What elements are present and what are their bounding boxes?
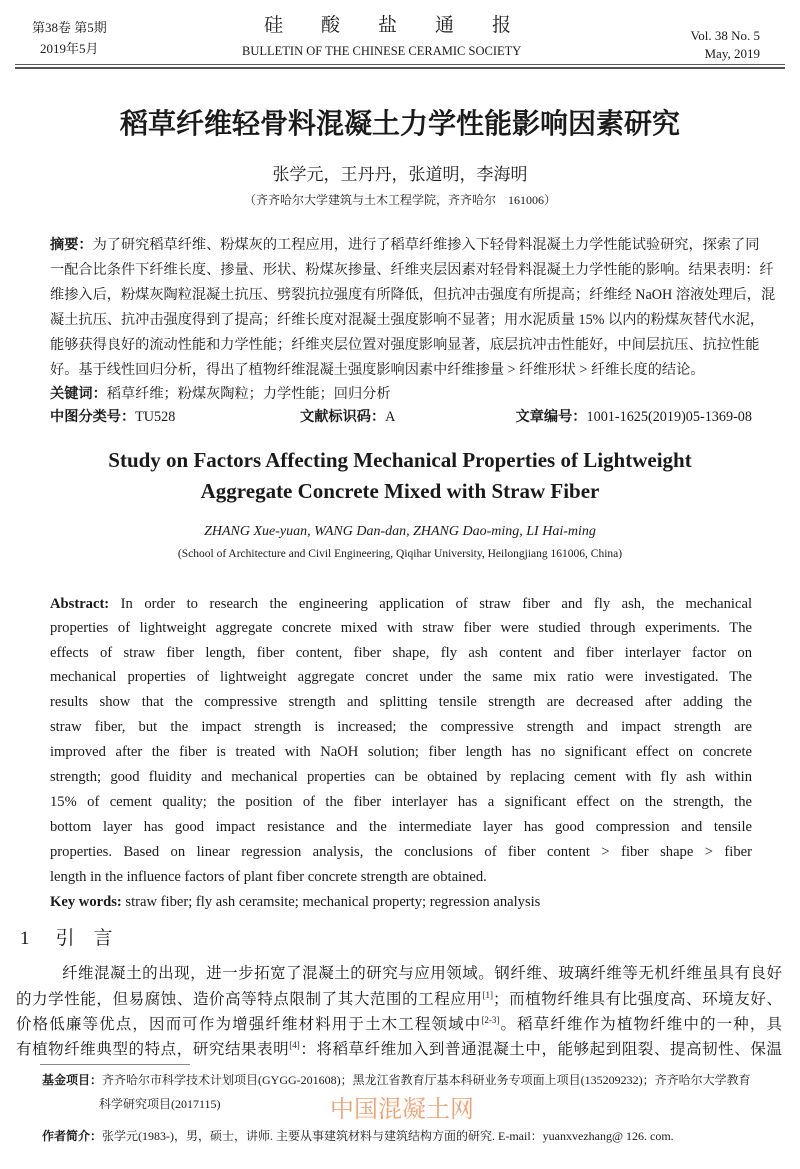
keywords-en-label: Key words: — [50, 894, 122, 910]
body-text-span: 有植物纤维典型的特点，研究结果表明 — [16, 1041, 290, 1058]
abstract-line: 好。基于线性回归分析，得出了植物纤维混凝土强度影响因素中纤维掺量 > 纤维形状 > 纤维长度的结论。 — [50, 362, 705, 378]
abstract-line: improved after the fiber is treated with NaOH solution; fiber length has no significant effect on concrete — [50, 744, 752, 760]
abstract-line: results show that the compressive strength and splitting tensile strength are decreased after adding the — [50, 694, 752, 710]
body-text-span: ：将稻草纤维加入到普通混凝土中，能够起到阻裂、提高韧性、保温 — [299, 1041, 782, 1058]
citation[interactable]: [2-3] — [481, 1014, 500, 1025]
title-en-line2: Aggregate Concrete Mixed with Straw Fiber — [200, 479, 600, 503]
body-text-span: ；而植物纤维具有比强度高、环境友好、 — [493, 991, 782, 1008]
doc-code-label: 文献标识码： — [300, 409, 386, 425]
header-rule — [15, 67, 785, 69]
body-line: 纤维混凝土的出现，进一步拓宽了混凝土的研究与应用领域。钢纤维、玻璃纤维等无机纤维虽具有良好 — [30, 965, 782, 982]
affiliation-cn: （齐齐哈尔大学建筑与土木工程学院，齐齐哈尔 161006） — [243, 193, 556, 207]
abstract-en-label: Abstract: — [50, 596, 110, 612]
keywords-label: 关键词： — [50, 386, 107, 402]
abstract-line: properties of lightweight aggregate concrete mixed with straw fiber were studied through experiments. The — [50, 620, 752, 636]
author-text: 张学元(1983-)，男，硕士，讲师. 主要从事建筑材料与建筑结构方面的研究. E-mail：yuanxvezhang@ 126. com. — [102, 1129, 674, 1143]
issue-number: 第38卷 第5期 — [32, 20, 107, 35]
article-no-value: 1001-1625(2019)05-1369-08 — [586, 409, 752, 425]
clc-label: 中图分类号： — [50, 409, 136, 425]
watermark: 中国混凝土网 — [330, 1097, 474, 1123]
body-text-span: 。稻草纤维作为植物纤维中的一种，具 — [499, 1016, 782, 1033]
abstract-line: bottom layer has good impact resistance and the intermediate layer has good compression and tensile — [50, 819, 752, 835]
funding-text: 齐齐哈尔市科学技术计划项目(GYGG-201608)；黑龙江省教育厅基本科研业务专项面上项目(135209232)；齐齐哈尔大学教育 — [102, 1073, 751, 1087]
journal-title-cn: 硅 酸 盐 通 报 — [264, 15, 512, 36]
abstract-line: 为了研究稻草纤维、粉煤灰的工程应用，进行了稻草纤维掺入下轻骨料混凝土力学性能试验研究，探索了同 — [92, 237, 760, 253]
body-line — [16, 1014, 782, 1036]
body-line — [16, 989, 782, 1011]
issue-date: 2019年5月 — [40, 41, 99, 56]
keywords-en — [50, 891, 752, 913]
header-rule — [15, 64, 785, 65]
citation[interactable]: [1] — [482, 989, 494, 1000]
section-heading — [20, 927, 113, 951]
abstract-line: 15% of cement quality; the position of the fiber interlayer has a significant effect on the strength, the — [50, 794, 752, 810]
classification-row — [50, 406, 752, 428]
citation[interactable]: [4] — [289, 1039, 300, 1050]
section-number: 1 — [20, 928, 30, 949]
abstract-label: 摘要： — [50, 237, 93, 253]
title-cn: 稻草纤维轻骨料混凝土力学性能影响因素研究 — [119, 109, 680, 140]
journal-title-en: BULLETIN OF THE CHINESE CERAMIC SOCIETY — [242, 44, 522, 58]
title-en-line1: Study on Factors Affecting Mechanical Properties of Lightweight — [108, 448, 692, 472]
body-line — [16, 1039, 782, 1061]
abstract-line: strength; good fluidity and mechanical properties can be obtained by replacing cement with fly ash within — [50, 769, 752, 785]
abstract-line: 凝土抗压、抗冲击强度得到了提高；纤维长度对混凝土强度影响不显著；用水泥质量 15% 以内的粉煤灰替代水泥， — [50, 312, 765, 328]
body-text-span: 价格低廉等优点，因而可作为增强纤维材料用于土木工程领域中 — [16, 1016, 482, 1033]
abstract-line: properties. Based on linear regression analysis, the conclusions of fiber content > fiber shape > fiber — [50, 844, 752, 860]
keywords-en-value: straw fiber; fly ash ceramsite; mechanical property; regression analysis — [121, 894, 541, 910]
abstract-line: 能够获得良好的流动性能和力学性能；纤维夹层位置对强度影响显著，底层抗冲击性能好，中间层抗压、抗拉性能 — [50, 337, 760, 353]
article-no-label: 文章编号： — [515, 409, 587, 425]
funding-note — [42, 1073, 751, 1088]
author-label: 作者简介： — [42, 1129, 103, 1143]
authors-en: ZHANG Xue-yuan, WANG Dan-dan, ZHANG Dao-ming, LI Hai-ming — [204, 524, 596, 539]
abstract-line: length in the influence factors of plant fiber concrete strength are obtained. — [50, 869, 487, 885]
body-text-span: 的力学性能，但易腐蚀、造价高等特点限制了其大范围的工程应用 — [16, 991, 483, 1008]
footnote-rule — [40, 1064, 190, 1065]
funding-text: 科学研究项目(2017115) — [99, 1097, 221, 1111]
keywords-cn — [50, 383, 752, 405]
section-title: 引 言 — [55, 928, 113, 949]
abstract-line: mechanical properties of lightweight aggregate concret under the same mix ratio were investigated. The — [50, 669, 752, 685]
affiliation-en: (School of Architecture and Civil Engineering, Qiqihar University, Heilongjiang 161006, China) — [177, 548, 623, 560]
abstract-line: In order to research the engineering application of straw fiber and fly ash, the mechanical — [109, 596, 752, 612]
abstract-line: 一配合比条件下纤维长度、掺量、形状、粉煤灰掺量、纤维夹层因素对轻骨料混凝土力学性能的影响。结果表明：纤 — [50, 262, 774, 278]
volume: Vol. 38 No. 5 — [690, 28, 760, 43]
keywords-value: 稻草纤维；粉煤灰陶粒；力学性能；回归分析 — [106, 386, 391, 402]
abstract-line: straw fiber, but the impact strength is increased; the compressive strength and impact strength are — [50, 719, 752, 735]
abstract-line: effects of straw fiber length, fiber content, fiber shape, fly ash content and fiber interlayer factor on — [50, 645, 752, 661]
abstract-line: 维掺入后，粉煤灰陶粒混凝土抗压、劈裂抗拉强度有所降低，但抗冲击强度有所提高；纤维经 NaOH 溶液处理后，混 — [50, 287, 776, 303]
clc-value: TU528 — [135, 409, 176, 425]
authors-cn: 张学元，王丹丹，张道明，李海明 — [272, 165, 528, 184]
funding-label: 基金项目： — [42, 1073, 103, 1087]
author-note — [42, 1129, 674, 1144]
volume-date: May, 2019 — [704, 46, 760, 61]
doc-code-value: A — [385, 409, 396, 425]
